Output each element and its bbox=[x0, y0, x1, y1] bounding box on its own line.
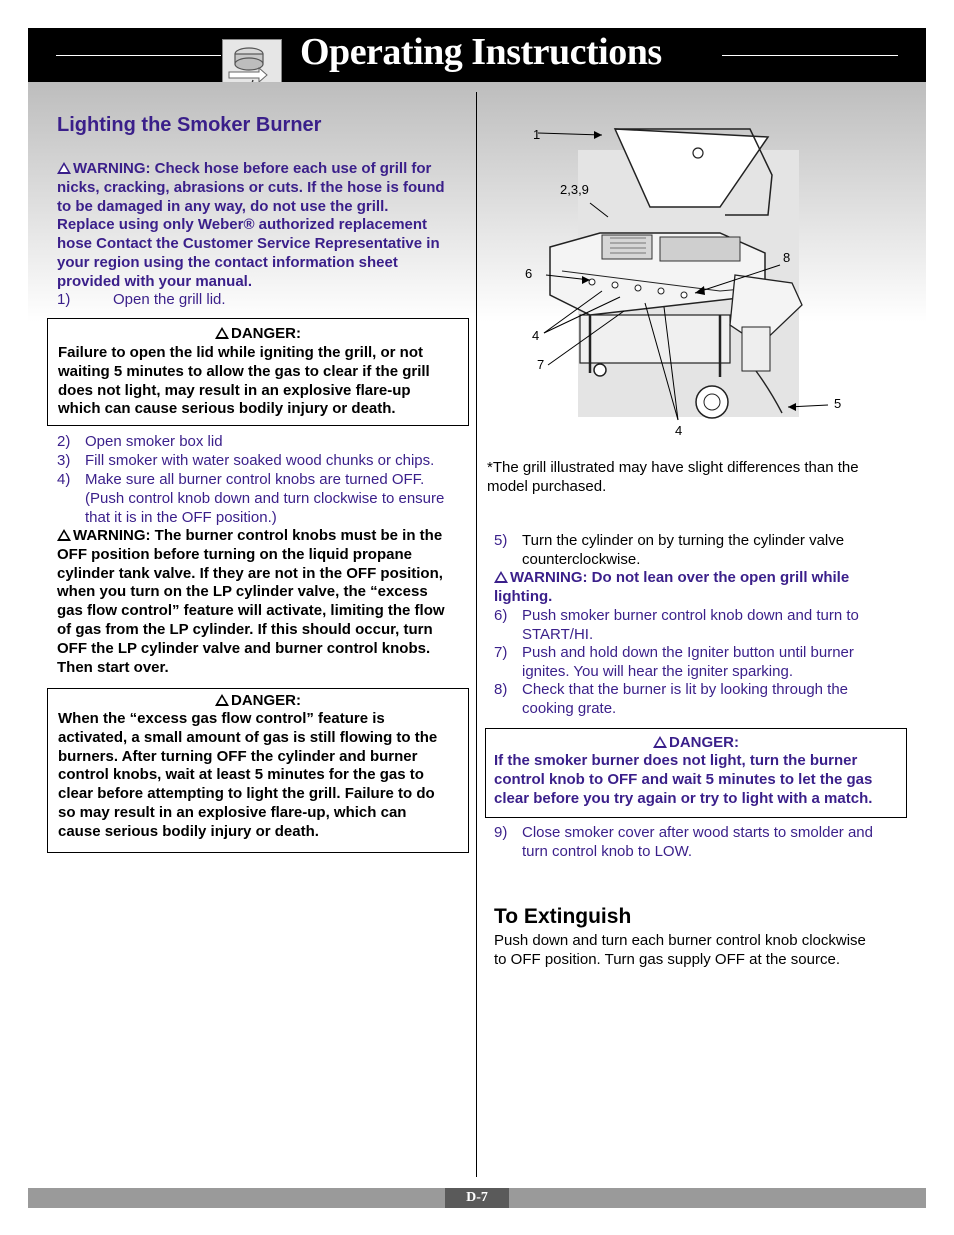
callout-8: 8 bbox=[783, 250, 791, 265]
callout-5: 5 bbox=[834, 396, 842, 411]
step-5: 5) Turn the cylinder on by turning the cylinder valve counterclockwise. bbox=[494, 532, 845, 568]
header-rule-right bbox=[722, 55, 898, 56]
page-number: D-7 bbox=[445, 1188, 509, 1208]
warning-icon bbox=[57, 162, 71, 174]
step-2: 2) Open smoker box lid bbox=[57, 433, 223, 450]
callout-1: 1 bbox=[533, 127, 541, 142]
danger-box-lid: DANGER: Failure to open the lid while igniting the grill, or not waiting 5 minutes to allow the gas to clear if the grill does not light, may result in an explosive flare-up which can cause serious bodily injury or death. bbox=[47, 318, 469, 426]
step-7: 7) Push and hold down the Igniter button until burner ignites. You will hear the igniter sparking. bbox=[494, 644, 854, 680]
danger-icon bbox=[215, 327, 229, 339]
callout-4-left: 4 bbox=[532, 328, 540, 343]
step-9: 9) Close smoker cover after wood starts to smolder and turn control knob to LOW. bbox=[494, 824, 873, 860]
warning-knobs-off: WARNING: The burner control knobs must be in the OFF position before turning on the liquid propane cylinder tank valve. If they are not in the OFF position, when you turn on the LP cylinder valve, the “excess gas flow control” feature will activate, limiting the flow of gas from the LP cylinder. If this should occur, turn OFF the LP cylinder valve and burner control knobs. Then start over. bbox=[57, 527, 445, 676]
warning-hose: WARNING: Check hose before each use of grill for nicks, cracking, abrasions or cuts. If the hose is found to be damaged in any way, do not use the grill. Replace using only Weber® authorized replacement hose Contact the Customer Service Representative in your region using the contact information sheet provided with your manual. bbox=[57, 160, 445, 290]
danger-box-smoker: DANGER: If the smoker burner does not light, turn the burner control knob to OFF and wait 5 minutes to let the gas clear before you try again or try to light with a match. bbox=[485, 728, 907, 818]
illustration-caption: *The grill illustrated may have slight differences than the model purchased. bbox=[487, 459, 859, 495]
header-bar bbox=[28, 28, 926, 82]
callout-6: 6 bbox=[525, 266, 533, 281]
step-6: 6) Push smoker burner control knob down and turn to START/HI. bbox=[494, 607, 859, 643]
callout-4-bottom: 4 bbox=[675, 423, 683, 438]
danger-icon bbox=[653, 736, 667, 748]
step-1: 1) Open the grill lid. bbox=[57, 291, 226, 308]
warning-icon bbox=[57, 529, 71, 541]
warning-icon bbox=[494, 571, 508, 583]
danger-icon bbox=[215, 694, 229, 706]
footer-bar bbox=[28, 1188, 926, 1208]
step-4: 4) Make sure all burner control knobs are turned OFF. (Push control knob down and turn clockwise to ensure that it is in the OFF position.) bbox=[57, 471, 445, 526]
page-title: Operating Instructions bbox=[300, 31, 662, 73]
callout-7: 7 bbox=[537, 357, 545, 372]
step-3: 3) Fill smoker with water soaked wood chunks or chips. bbox=[57, 452, 435, 469]
danger-box-excess-flow: DANGER: When the “excess gas flow control” feature is activated, a small amount of gas is still flowing to the burners. After turning OFF the cylinder and burner control knobs, wait at least 5 minutes for the gas to clear before attempting to light the grill. Failure to do so may result in an explosive flare-up, which can cause serious bodily injury or death. bbox=[47, 688, 469, 853]
grill-illustration bbox=[520, 115, 850, 445]
column-divider bbox=[476, 92, 477, 1177]
step-8: 8) Check that the burner is lit by looking through the cooking grate. bbox=[494, 681, 849, 717]
section-title-lighting: Lighting the Smoker Burner bbox=[57, 114, 322, 136]
extinguish-text: Push down and turn each burner control knob clockwise to OFF position. Turn gas supply OFF at the source. bbox=[494, 932, 866, 968]
callout-2-3-9: 2,3,9 bbox=[560, 182, 589, 197]
warning-lean: WARNING: Do not lean over the open grill while lighting. bbox=[494, 569, 850, 605]
header-rule-left bbox=[56, 55, 221, 56]
extinguish-title: To Extinguish bbox=[494, 905, 632, 928]
